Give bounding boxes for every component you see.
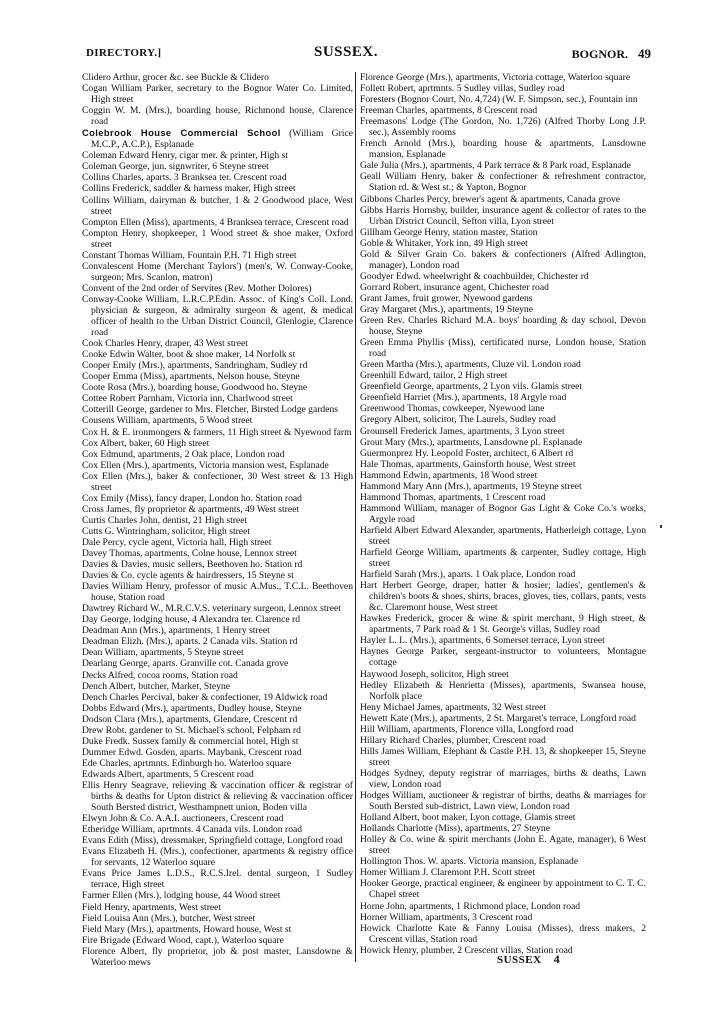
entry-text: Edwards Albert, apartments, 5 Crescent road (82, 768, 254, 780)
directory-entry (82, 747, 353, 758)
entry-text: Hale Thomas, apartments, Gainsforth house, West street (360, 458, 576, 470)
entry-text: Grounsell Frederick James, apartments, 3 Lyon street (360, 425, 565, 437)
directory-entry (82, 681, 353, 692)
directory-entry (360, 227, 646, 238)
directory-entry (82, 83, 353, 105)
directory-entry (360, 381, 646, 392)
directory-entry (360, 293, 646, 304)
directory-entry (82, 913, 353, 924)
entry-text: Compton Henry, shopkeeper, 1 Wood street & shoe maker, Oxford street (82, 227, 353, 250)
entry-text: Compton Ellen (Miss), apartments, 4 Branksea terrace, Crescent road (82, 216, 349, 228)
directory-entry (360, 669, 646, 680)
entry-text: Convent of the 2nd order of Servites (Rev. Mother Dolores) (82, 282, 312, 294)
directory-entry (82, 371, 353, 382)
entry-text: Homer William J. Claremont P.H. Scott street (360, 867, 536, 879)
entry-text: Cox H. & E. ironmongers & farmers, 11 High street & Nyewood farm (82, 426, 352, 438)
directory-entry (82, 813, 353, 824)
entry-text: Ellis Henry Seagrave, relieving & vaccination officer & registrar of births & deaths for Upton district & relieving & vaccination officer South Bersted district, Westhampnett union, Boden villa (82, 780, 353, 814)
entry-text: Dale Percy, cycle agent, Victoria hall, High street (82, 536, 272, 548)
directory-entry (82, 261, 353, 283)
entry-text: Deadman Ann (Mrs.), apartments, 1 Henry street (82, 625, 270, 637)
entry-text: Etheridge William, aprtmnts. 4 Canada vils. London road (82, 824, 303, 836)
directory-entry (82, 183, 353, 194)
directory-entry (360, 138, 646, 160)
entry-text: Hammond Mary Ann (Mrs.), apartments, 19 Steyne street (360, 480, 582, 492)
entry-text: Davies William Henry, professor of music A.Mus., T.C.L. Beethoven house, Station road (82, 581, 353, 604)
directory-entry (82, 195, 353, 217)
entry-text: Hodges William, auctioneer & registrar of births, deaths & marriages for South Bersted sub-district, Lawn view, London road (360, 790, 646, 813)
directory-entry (82, 72, 353, 83)
entry-text: Cook Charles Henry, draper, 43 West street (82, 338, 248, 350)
entry-text: Davies & Davies, music sellers, Beethoven ho. Station rd (82, 559, 303, 571)
directory-entry (82, 360, 353, 371)
entry-text: Dawtrey Richard W., M.R.C.V.S. veterinary surgeon, Lennox street (82, 603, 341, 615)
entry-text: Freeman Charles, apartments, 8 Crescent road (360, 105, 538, 117)
directory-entry (82, 935, 353, 946)
entry-text: Coote Rosa (Mrs.), boarding house, Goodwood ho. Steyne (82, 382, 308, 394)
directory-entry (360, 426, 646, 437)
entry-text: Field Mary (Mrs.), apartments, Howard house, West st (82, 923, 292, 935)
entry-text: Coleman Edward Henry, cigar mer. & printer, High st (82, 150, 289, 162)
entry-text: Evans Elizabeth H. (Mrs.), confectioner, apartments & registry office for servants, 12 Waterloo square (82, 846, 353, 869)
entry-text: Conway-Cooke William, L.R.C.P.Edin. Assoc. of King's Coll. Lond. physician & surgeon, & admiralty surgeon & agent, & medical officer of health to the Urban District Council, Glenlogie, Clarence road (82, 293, 353, 339)
entry-text: Follett Robert, aprtmnts. 5 Sudley villas, Sudley road (360, 83, 565, 95)
directory-entry (82, 570, 353, 581)
entry-text: Gold & Silver Grain Co. bakers & confectioners (Alfred Adlington, manager), London road (360, 248, 646, 271)
entry-text: Dearlang George, aparts. Granville cot. Canada grove (82, 658, 289, 670)
directory-entry (360, 359, 646, 370)
entry-text: Hammond Edwin, apartments, 18 Wood street (360, 469, 538, 481)
entry-text: Coleman George, jun. signwriter, 6 Steyne street (82, 161, 269, 173)
entry-text: Field Henry, apartments, West street (82, 901, 222, 913)
entry-text: Gibbons Charles Percy, brewer's agent & apartments, Canada grove (360, 193, 621, 205)
directory-entry (360, 492, 646, 503)
directory-entry (360, 713, 646, 724)
entry-text: Hart Herbert George, draper, hatter & hosier; ladies', gentlemen's & children's boots & shoes, shirts, braces, gloves, ties, collars, pants, vests &c. Claremont house, West street (360, 580, 646, 614)
entry-text: Field Louisa Ann (Mrs.), butcher, West street (82, 912, 256, 924)
entry-text: Deadman Elizh. (Mrs.), aparts. 2 Canada vils. Station rd (82, 636, 298, 648)
directory-entry (82, 460, 353, 471)
directory-entry (82, 780, 353, 813)
entry-text: Evans Edith (Miss), dressmaker, Springfield cottage, Longford road (82, 835, 343, 847)
running-head-right (572, 46, 651, 62)
entry-text: Green Emma Phyllis (Miss), certificated nurse, London house, Station road (360, 337, 646, 360)
directory-entry (82, 349, 353, 360)
directory-entry (82, 824, 353, 835)
directory-entry (360, 392, 646, 403)
print-speck (660, 525, 662, 528)
directory-entry (82, 338, 353, 349)
entry-text: Collins Charles, aparts. 3 Branksea ter. Crescent road (82, 172, 287, 184)
left-column (82, 72, 353, 968)
directory-entry (82, 714, 353, 725)
entry-text: Fire Brigade (Edward Wood, capt.), Waterloo square (82, 934, 284, 946)
directory-entry (360, 94, 646, 105)
directory-entry (82, 581, 353, 603)
entry-text: Florence George (Mrs.), apartments, Victoria cottage, Waterloo square (360, 72, 631, 83)
directory-entry (82, 537, 353, 548)
entry-text: Howick Henry, plumber, 2 Crescent villas, Station road (360, 944, 573, 956)
directory-entry (360, 569, 646, 580)
directory-entry (82, 868, 353, 890)
directory-entry (82, 382, 353, 393)
entry-text: Haywood Joseph, solicitor, High street (360, 668, 509, 680)
entry-text: Coggin W. M. (Mrs.), boarding house, Richmond house, Clarence road (82, 105, 353, 128)
directory-entry (360, 271, 646, 282)
entry-text: Cox Albert, baker, 60 High street (82, 437, 210, 449)
directory-entry (82, 625, 353, 636)
entry-text: Howick Charlotte Kate & Fanny Louisa (Misses), dress makers, 2 Crescent villas, Station road (360, 922, 646, 945)
directory-entry (82, 636, 353, 647)
directory-entry (82, 217, 353, 228)
directory-entry (360, 205, 646, 227)
directory-entry (360, 370, 646, 381)
directory-entry (82, 670, 353, 681)
directory-entry (82, 725, 353, 736)
entry-text: Hooker George, practical engineer, & engineer by appointment to C. T. C. Chapel street (360, 878, 646, 901)
entry-text: Ede Charles, aprtmnts. Edinburgh ho. Waterloo square (82, 757, 292, 769)
entry-text: Foresters (Bognor Court, No. 4,724) (W. F. Simpson, sec.), Fountain inn (360, 94, 638, 106)
directory-entry (82, 504, 353, 515)
directory-entry (360, 83, 646, 94)
entry-text: Hammond Thomas, apartments, 1 Crescent road (360, 491, 546, 503)
entry-text: Day George, lodging house, 4 Alexandra ter. Clarence rd (82, 614, 301, 626)
directory-entry (360, 525, 646, 547)
entry-text: Cotterill George, gardener to Mrs. Fletcher, Birsted Lodge gardens (82, 404, 339, 416)
running-head-place: BOGNOR. (571, 47, 628, 61)
directory-entry (82, 493, 353, 504)
directory-entry (82, 692, 353, 703)
entry-text: Dench Albert, butcher, Market, Steyne (82, 680, 231, 692)
entry-text: Horne John, apartments, 1 Richmond place, London road (360, 900, 581, 912)
directory-entry (82, 526, 353, 537)
entry-text: Decks Alfred, cocoa rooms, Station road (82, 669, 238, 681)
entry-text: Haynes George Parker, sergeant-instructor to volunteers, Montague cottage (360, 646, 646, 669)
directory-entry (360, 746, 646, 768)
directory-entry (360, 901, 646, 912)
entry-text: Grout Mary (Mrs.), apartments, Lansdowne pl. Esplanade (360, 436, 583, 448)
entry-text: Heny Michael James, apartments, 32 West street (360, 701, 547, 713)
directory-entry (360, 72, 646, 83)
directory-entry (360, 768, 646, 790)
entry-text: Davey Thomas, apartments, Colne house, Lennox street (82, 548, 297, 560)
entry-text: Hill William, apartments, Florence villa, Longford road (360, 723, 574, 735)
entry-text: Hedley Elizabeth & Henrietta (Misses), apartments, Swansea house, Norfolk place (360, 679, 646, 702)
right-column (360, 72, 646, 956)
directory-entry (360, 448, 646, 459)
directory-entry (360, 834, 646, 856)
entry-text: Gale Julia (Mrs.), apartments, 4 Park terrace & 8 Park road, Esplanade (360, 160, 631, 172)
directory-entry (360, 912, 646, 923)
entry-text: Cox Ellen (Mrs.), apartments, Victoria mansion west, Esplanade (82, 459, 329, 471)
directory-entry (82, 548, 353, 559)
directory-entry (82, 924, 353, 935)
directory-entry (82, 172, 353, 183)
entry-text: Cooke Edwin Walter, boot & shoe maker, 14 Norfolk st (82, 349, 296, 361)
directory-entry (82, 404, 353, 415)
entry-text: (William Grice M.C.P., A.C.P.), Esplanade (91, 128, 353, 151)
directory-entry (360, 702, 646, 713)
directory-entry (82, 890, 353, 901)
directory-entry (82, 427, 353, 438)
entry-text: Harfield Albert Edward Alexander, apartments, Hatherleigh cottage, Lyon street (360, 524, 646, 547)
entry-text: Farmer Ellen (Mrs.), lodging house, 44 Wood street (82, 890, 281, 902)
directory-entry (82, 105, 353, 127)
entry-text: Greenhill Edward, tailor, 2 High street (360, 370, 508, 382)
entry-text: Dodson Clara (Mrs.), apartments, Glendare, Crescent rd (82, 713, 298, 725)
entry-text: Evans Price James L.D.S., R.C.S.Irel. dental surgeon, 1 Sudley terrace, High street (82, 868, 353, 891)
directory-entry (360, 238, 646, 249)
entry-text: Green Martha (Mrs.), apartments, Cluze vil. London road (360, 359, 581, 371)
entry-text: Cox Edmund, apartments, 2 Oak place, London road (82, 448, 285, 460)
entry-bold-name: Colebrook House Commercial School (82, 127, 281, 139)
entry-text: Davies & Co. cycle agents & hairdressers, 15 Steyne st (82, 570, 294, 582)
directory-entry (82, 658, 353, 669)
directory-entry (82, 758, 353, 769)
entry-text: Grant James, fruit grower, Nyewood gardens (360, 292, 533, 304)
entry-text: Hawkes Frederick, grocer & wine & spirit merchant, 9 High street, & apartments, 7 Park road & 1 St. George's villas, Sudley road (360, 613, 646, 636)
entry-text: Hayler L. L. (Mrs.), apartments, 6 Somerset terrace, Lyon street (360, 635, 605, 647)
directory-entry (82, 250, 353, 261)
directory-entry (360, 282, 646, 293)
entry-text: Elwyn John & Co. A.A.I. auctioneers, Crescent road (82, 813, 284, 825)
entry-text: Hodges Sydney, deputy registrar of marriages, births & deaths, Lawn view, London road (360, 767, 646, 790)
directory-entry (360, 503, 646, 525)
entry-text: Holley & Co. wine & spirit merchants (John E. Agate, manager), 6 West street (360, 834, 646, 857)
directory-entry (360, 171, 646, 193)
entry-text: Horner William, apartments, 3 Crescent road (360, 911, 533, 923)
entry-text: Cousens William, apartments, 5 Wood street (82, 415, 253, 427)
directory-entry (82, 614, 353, 625)
directory-entry (360, 790, 646, 812)
entry-text: Duke Fredk. Sussex family & commercial hotel, High st (82, 735, 299, 747)
entry-text: Convalescent Home (Merchant Taylors') (men's, W. Conway-Cooke, surgeon; Mrs. Scanlon, matron) (82, 260, 353, 283)
entry-text: Green Rev. Charles Richard M.A. boys' boarding & day school, Devon house, Steyne (360, 315, 646, 338)
directory-entry (82, 471, 353, 493)
directory-entry (82, 946, 353, 968)
directory-entry (82, 294, 353, 338)
directory-entry (82, 161, 353, 172)
directory-entry (82, 127, 353, 150)
directory-entry (82, 559, 353, 570)
directory-entry (82, 846, 353, 868)
entry-text: Goble & Whitaker, York inn, 49 High street (360, 237, 528, 249)
directory-entry (82, 438, 353, 449)
directory-entry (360, 160, 646, 171)
entry-text: Hollands Charlotte (Miss), apartments, 27 Steyne (360, 823, 550, 835)
directory-entry (360, 724, 646, 735)
entry-text: Gillham George Henry, station master, Station (360, 226, 538, 238)
entry-text: Curtis Charles John, dentist, 21 High street (82, 514, 248, 526)
entry-text: Dench Charles Percival, baker & confectioner, 19 Aldwick road (82, 691, 328, 703)
directory-entry (360, 194, 646, 205)
directory-entry (82, 393, 353, 404)
entry-text: Hammond William, manager of Bognor Gas Light & Coke Co.'s works, Argyle road (360, 502, 646, 525)
entry-text: Cox Emily (Miss), fancy draper, London ho. Station road (82, 492, 302, 504)
directory-entry (360, 923, 646, 945)
directory-entry (360, 680, 646, 702)
entry-text: Dobbs Edward (Mrs.), apartments, Dudley house, Steyne (82, 702, 302, 714)
page-footer (497, 952, 560, 967)
entry-text: Collins Frederick, saddler & harness maker, High street (82, 183, 296, 195)
directory-entry (360, 481, 646, 492)
running-head-county: SUSSEX. (314, 44, 378, 60)
directory-entry (82, 603, 353, 614)
page-header (86, 44, 651, 64)
entry-text: Gregory Albert, solicitor, The Laurels, Sudley road (360, 414, 556, 426)
entry-text: Florence Albert, fly proprietor, job & post master, Lansdowne & Waterloo mews (82, 945, 353, 968)
entry-text: Cottee Robert Parnham, Victoria inn, Charlwood street (82, 393, 293, 405)
entry-text: Collins William, dairyman & butcher, 1 & 2 Goodwood place, West street (82, 194, 353, 217)
directory-entry (82, 283, 353, 294)
directory-entry (360, 459, 646, 470)
directory-entry (360, 867, 646, 878)
directory-entry (360, 304, 646, 315)
entry-text: Cross James, fly proprietor & apartments, 49 West street (82, 503, 299, 515)
directory-entry (82, 415, 353, 426)
directory-entry (360, 580, 646, 613)
entry-text: Drew Robt. gardener to St. Michael's school, Felpham rd (82, 724, 301, 736)
entry-text: Dean William, apartments, 5 Steyne street (82, 647, 244, 659)
entry-text: Greenwood Thomas, cowkeeper, Nyewood lane (360, 403, 545, 415)
directory-entry (360, 470, 646, 481)
column-divider (355, 72, 356, 962)
entry-text: Gorrard Robert, insurance agent, Chichester road (360, 281, 549, 293)
signature-number: 4 (553, 952, 561, 966)
directory-entry (360, 635, 646, 646)
entry-text: Clidero Arthur, grocer &c. see Buckle & Clidero (82, 72, 269, 83)
directory-entry (360, 437, 646, 448)
entry-text: Guermonprez Hy. Leopold Foster, architect, 6 Albert rd (360, 447, 574, 459)
directory-entry (360, 547, 646, 569)
directory-entry (82, 515, 353, 526)
directory-entry (82, 150, 353, 161)
directory-entry (360, 403, 646, 414)
entry-text: Holland Albert, boot maker, Lyon cottage, Glamis street (360, 812, 576, 824)
directory-entry (360, 878, 646, 900)
running-head-left: DIRECTORY.] (86, 47, 162, 59)
directory-entry (360, 337, 646, 359)
entry-text: Gibbs Harris Hornsby, builder, insurance agent & collector of rates to the Urban District Council, Sefton villa, Lyon street (360, 204, 646, 227)
entry-text: Hollington Thos. W. aparts. Victoria mansion, Esplanade (360, 856, 579, 868)
directory-entry (82, 835, 353, 846)
directory-entry (82, 228, 353, 250)
entry-text: Greenfield Harriet (Mrs.), apartments, 18 Argyle road (360, 392, 567, 404)
entry-text: Cox Ellen (Mrs.), baker & confectioner, 30 West street & 13 High street (82, 470, 353, 493)
directory-entry (82, 647, 353, 658)
signature-label: SUSSEX (497, 954, 542, 966)
page-number: 49 (638, 46, 651, 61)
directory-entry (360, 613, 646, 635)
entry-text: Hills James William, Elephant & Castle P.H. 13, & shopkeeper 15, Steyne street (360, 745, 646, 768)
directory-entry (82, 902, 353, 913)
entry-text: Gray Margaret (Mrs.), apartments, 19 Steyne (360, 303, 533, 315)
directory-entry (360, 249, 646, 271)
entry-text: Geall William Henry, baker & confectioner & refreshment contractor, Station rd. & West st.; & Yapton, Bognor (360, 171, 646, 194)
entry-text: Constant Thomas William, Fountain P.H. 71 High street (82, 249, 297, 261)
directory-entry (360, 856, 646, 867)
directory-entry (360, 105, 646, 116)
directory-entry (360, 116, 646, 138)
directory-entry (360, 735, 646, 746)
entry-text: Harfield George William, apartments & carpenter, Sudley cottage, High street (360, 547, 646, 570)
entry-text: Cooper Emma (Miss), apartments, Nelson house, Steyne (82, 371, 300, 383)
entry-text: Freemasons' Lodge (The Gordon, No. 1,726) (Alfred Thorby Long J.P. sec.), Assembly rooms (360, 116, 646, 139)
entry-text: Dummer Edwd. Gosden, aparts. Maybank, Crescent road (82, 746, 302, 758)
directory-entry (360, 646, 646, 668)
entry-text: Cogan William Parker, secretary to the Bognor Water Co. Limited, High street (82, 83, 353, 106)
entry-text: Greenfield George, apartments, 2 Lyon vils. Glamis street (360, 381, 583, 393)
directory-entry (360, 823, 646, 834)
directory-entry (82, 736, 353, 747)
directory-entry (82, 703, 353, 714)
directory-entry (82, 449, 353, 460)
entry-text: Cooper Emily (Mrs.), apartments, Sandringham, Sudley rd (82, 360, 308, 372)
entry-text: Hewett Kate (Mrs.), apartments, 2 St. Margaret's terrace, Longford road (360, 712, 636, 724)
entry-text: Cutts G. Wintringham, solicitor, High street (82, 525, 250, 537)
entry-text: French Arnold (Mrs.), boarding house & apartments, Lansdowne mansion, Esplanade (360, 138, 646, 161)
directory-entry (360, 812, 646, 823)
directory-entry (82, 769, 353, 780)
directory-entry (360, 315, 646, 337)
directory-entry (360, 414, 646, 425)
entry-text: Hillary Richard Charles, plumber, Crescent road (360, 734, 546, 746)
entry-text: Goodyer Edwd. wheelwright & coachbuilder, Chichester rd (360, 270, 589, 282)
entry-text: Harfield Sarah (Mrs.), aparts. 1 Oak place, London road (360, 569, 576, 581)
